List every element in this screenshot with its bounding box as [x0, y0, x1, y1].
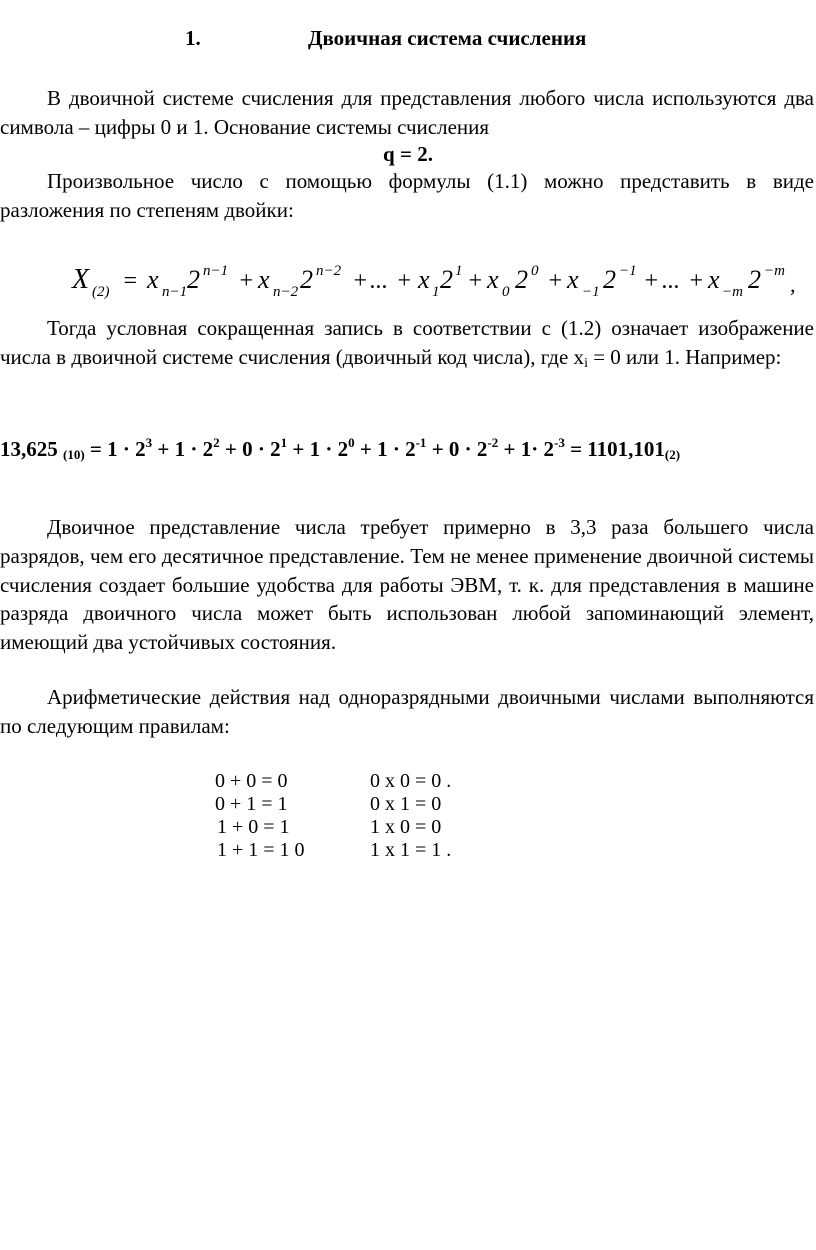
- example-term-4: + 1 · 2: [287, 437, 349, 461]
- formula-comma: ,: [790, 272, 796, 297]
- arithmetic-paragraph: Арифметические действия над одноразрядными двоичными числами выполняются по следующим правилам:: [0, 685, 814, 738]
- example-exp-2: 2: [213, 435, 220, 450]
- formula-term1-x: x: [147, 265, 159, 294]
- shorthand-subscript: i: [584, 355, 588, 371]
- multiplication-rule: 0 x 0 = 0 .: [370, 770, 452, 792]
- formula-term4-x: x: [487, 265, 499, 294]
- formula-term1-sub: n−1: [162, 284, 188, 300]
- formula-term2-x: x: [258, 265, 270, 294]
- formula-term4-sub: 0: [502, 284, 510, 300]
- shorthand-text-start: Тогда условная сокращенная запись в соответствии с (1.2) означает изображение числа в двоичной системе счисления (двоичный код числа), где x: [0, 316, 814, 369]
- formula-plus-1: +: [238, 268, 255, 294]
- formula-term3-exp: 1: [455, 263, 463, 279]
- example-exp-6: -2: [487, 435, 499, 450]
- example-lhs-sub: (10): [63, 447, 85, 462]
- formula-X: X: [72, 264, 90, 295]
- example-term-1: = 1 · 2: [84, 437, 146, 461]
- formula-term3-base: 2: [440, 265, 453, 294]
- expansion-paragraph: Произвольное число с помощью формулы (1.1) можно представить в виде разложения по степеням двойки:: [0, 169, 814, 222]
- formula-term5-exp: −1: [619, 263, 637, 279]
- section-number: 1.: [185, 26, 201, 50]
- example-lhs: 13,625: [0, 437, 63, 461]
- addition-rule: 0 + 1 = 1: [215, 793, 288, 815]
- formula-term1-exp: n−1: [203, 263, 229, 279]
- addition-rule: 0 + 0 = 0: [215, 770, 288, 792]
- formula-dots-1: ...: [370, 268, 388, 294]
- addition-rule: 1 + 1 = 1 0: [217, 839, 305, 861]
- formula-dots-2: ...: [662, 268, 680, 294]
- section-title: Двоичная система счисления: [308, 26, 587, 50]
- example-exp-1: 3: [145, 435, 153, 450]
- addition-rule: 1 + 0 = 1: [217, 816, 290, 838]
- formula-term6-base: 2: [748, 265, 761, 294]
- formula-eq: =: [122, 268, 139, 294]
- example-term-2: + 1 · 2: [152, 437, 214, 461]
- formula-term6-x: x: [708, 265, 720, 294]
- formula-plus-6: +: [643, 268, 660, 294]
- binary-expansion-formula: [0, 250, 816, 310]
- formula-plus-4: +: [467, 268, 484, 294]
- example-rhs: = 1101,101: [564, 437, 665, 461]
- formula-plus-2: +: [352, 268, 369, 294]
- formula-term6-exp: −m: [764, 263, 785, 279]
- formula-plus-3: +: [396, 268, 413, 294]
- formula-plus-7: +: [688, 268, 705, 294]
- formula-term6-sub: −m: [722, 284, 743, 300]
- example-exp-7: -3: [554, 435, 565, 450]
- intro-paragraph: В двоичной системе счисления для представления любого числа используются два символа – цифры 0 и 1. Основание системы счисления: [0, 86, 814, 139]
- formula-term2-base: 2: [300, 265, 313, 294]
- example-rhs-sub: (2): [664, 447, 681, 462]
- example-term-5: + 1 · 2: [354, 437, 416, 461]
- formula-term5-x: x: [567, 265, 579, 294]
- base-statement: q = 2.: [383, 142, 433, 166]
- example-term-7: + 1· 2: [498, 437, 554, 461]
- digits-paragraph: Двоичное представление числа требует примерно в 3,3 раза большего числа разрядов, чем его десятичное представление. Тем не менее применение двоичной системы счисления создает большие удобства для работы ЭВМ, т. к. для представления в машине разряда двоичного числа может быть использован любой запоминающий элемент, имеющий два устойчивых состояния.: [0, 515, 814, 655]
- multiplication-rule: 0 x 1 = 0: [370, 793, 442, 815]
- example-exp-5: -1: [415, 435, 427, 450]
- formula-term5-sub: −1: [582, 284, 600, 300]
- formula-term2-sub: n−2: [273, 284, 299, 300]
- formula-term2-exp: n−2: [316, 263, 342, 279]
- multiplication-rule: 1 x 1 = 1 .: [370, 839, 452, 861]
- formula-term3-x: x: [418, 265, 430, 294]
- conversion-example: [0, 434, 816, 464]
- shorthand-text-end: = 0 или 1. Например:: [587, 344, 782, 369]
- formula-term4-exp: 0: [531, 263, 539, 279]
- formula-X-sub: (2): [92, 284, 110, 300]
- formula-term1-base: 2: [187, 265, 200, 294]
- formula-plus-5: +: [547, 268, 564, 294]
- formula-term5-base: 2: [603, 265, 616, 294]
- example-term-6: + 0 · 2: [426, 437, 488, 461]
- formula-term4-base: 2: [515, 265, 528, 294]
- multiplication-rule: 1 x 0 = 0: [370, 816, 442, 838]
- example-term-3: + 0 · 2: [219, 437, 281, 461]
- example-exp-4: 0: [348, 435, 355, 450]
- example-exp-3: 1: [280, 435, 288, 450]
- formula-term3-sub: 1: [432, 284, 440, 300]
- shorthand-paragraph: [0, 314, 814, 372]
